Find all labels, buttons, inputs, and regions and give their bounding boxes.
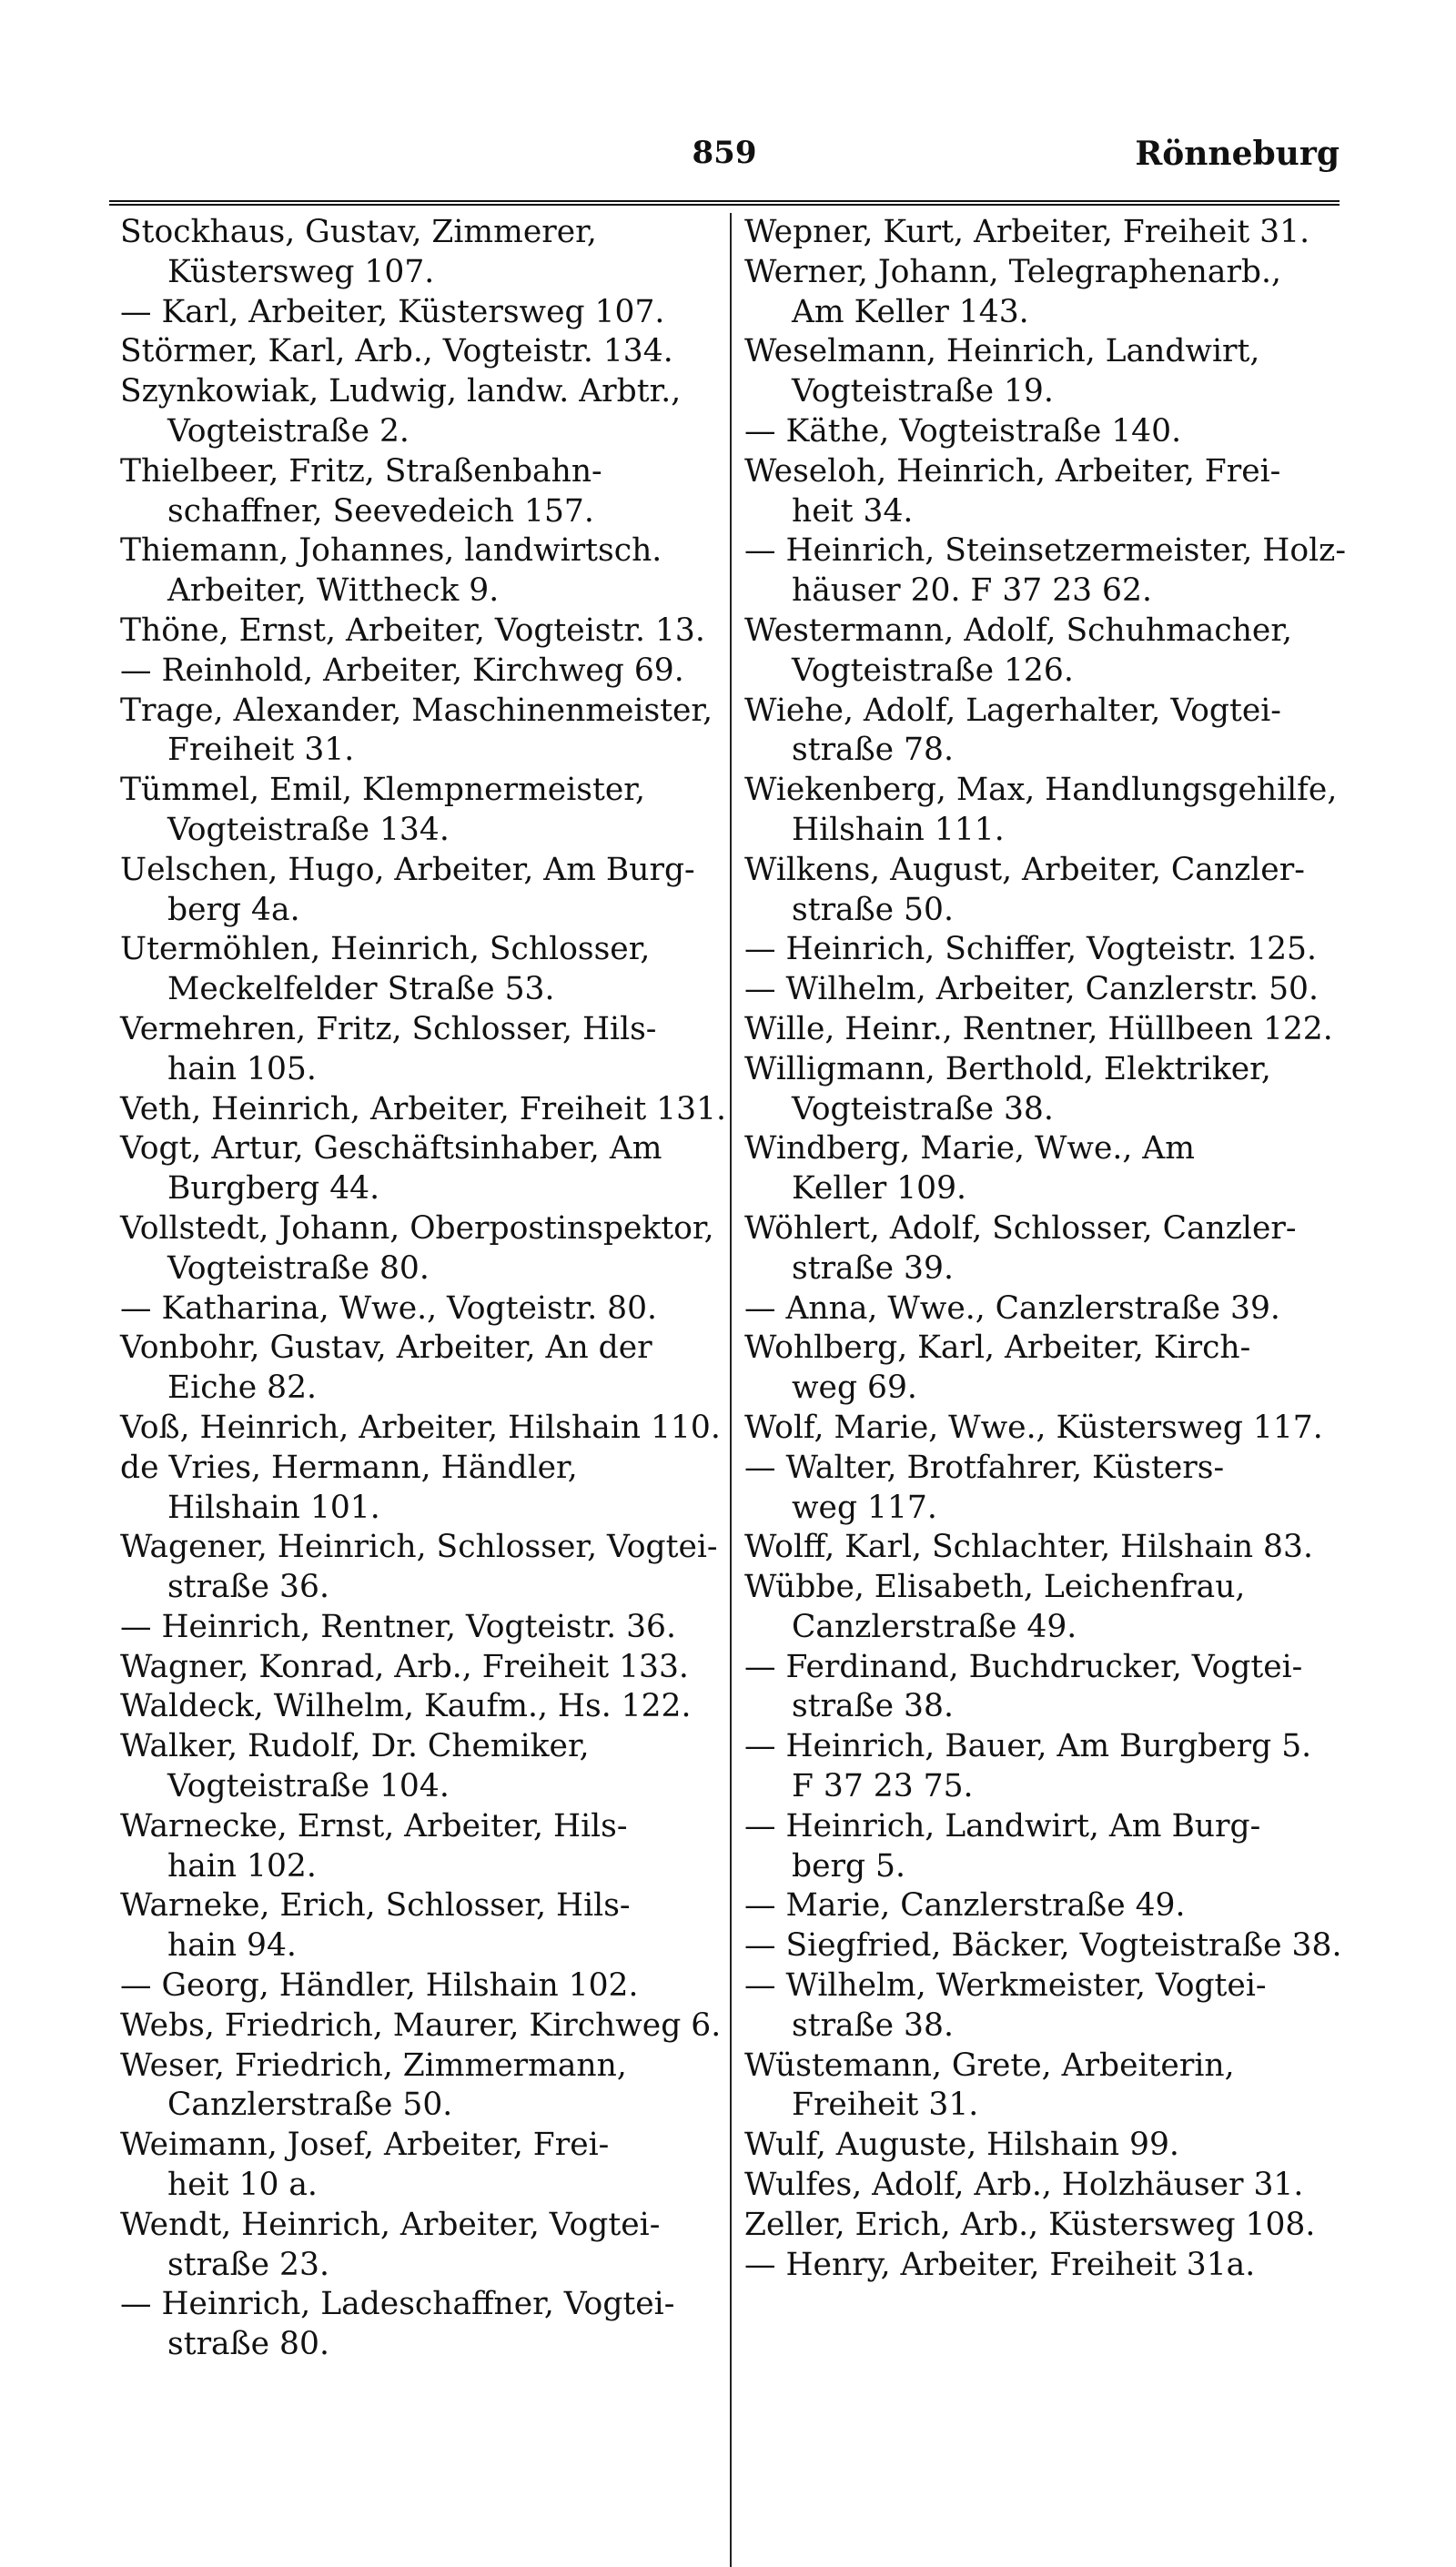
entry-continuation-line: Vogteistraße 80. bbox=[167, 1249, 430, 1287]
entry-line: Weselmann, Heinrich, Landwirt, bbox=[744, 333, 1260, 370]
entry-line: Wilkens, August, Arbeiter, Canzler- bbox=[744, 851, 1305, 888]
entry-line: Westermann, Adolf, Schuhmacher, bbox=[744, 611, 1292, 649]
entry-continuation-line: Freiheit 31. bbox=[167, 732, 355, 769]
entry-continuation-line: weg 117. bbox=[792, 1489, 937, 1526]
entry-continuation-line: Keller 109. bbox=[792, 1170, 967, 1208]
entry-line: Weser, Friedrich, Zimmermann, bbox=[120, 2047, 627, 2084]
entry-continuation-line: Burgberg 44. bbox=[167, 1170, 380, 1208]
entry-line: Stockhaus, Gustav, Zimmerer, bbox=[120, 214, 597, 250]
entry-line: Wiehe, Adolf, Lagerhalter, Vogtei- bbox=[744, 692, 1281, 729]
entry-line: — Walter, Brotfahrer, Küsters- bbox=[744, 1449, 1225, 1486]
entry-line: Willigmann, Berthold, Elektriker, bbox=[744, 1050, 1271, 1087]
entry-continuation-line: Canzlerstraße 49. bbox=[792, 1608, 1077, 1645]
entry-line: Warneke, Erich, Schlosser, Hils- bbox=[120, 1887, 631, 1925]
entry-line: Webs, Friedrich, Maurer, Kirchweg 6. bbox=[120, 2006, 722, 2044]
entry-continuation-line: hain 102. bbox=[167, 1847, 317, 1885]
entry-line: — Heinrich, Landwirt, Am Burg- bbox=[744, 1807, 1261, 1844]
entry-line: — Wilhelm, Werkmeister, Vogtei- bbox=[744, 1967, 1267, 2005]
entry-line: Störmer, Karl, Arb., Vogteistr. 134. bbox=[120, 333, 673, 370]
entry-line: Trage, Alexander, Maschinenmeister, bbox=[120, 692, 713, 729]
running-head: Rönneburg bbox=[1135, 135, 1340, 173]
entry-line: Zeller, Erich, Arb., Küstersweg 108. bbox=[744, 2206, 1316, 2243]
entry-continuation-line: Vogteistraße 2. bbox=[167, 412, 410, 450]
entry-line: Walker, Rudolf, Dr. Chemiker, bbox=[120, 1728, 590, 1765]
entry-line: — Katharina, Wwe., Vogteistr. 80. bbox=[120, 1289, 658, 1327]
entry-continuation-line: Vogteistraße 104. bbox=[167, 1768, 450, 1805]
entry-line: Vogt, Artur, Geschäftsinhaber, Am bbox=[120, 1130, 662, 1167]
entry-continuation-line: Vogteistraße 126. bbox=[792, 652, 1074, 689]
entry-continuation-line: Vogteistraße 134. bbox=[167, 811, 450, 848]
entry-continuation-line: straße 50. bbox=[792, 891, 954, 928]
entry-line: Werner, Johann, Telegraphenarb., bbox=[744, 253, 1281, 290]
entry-line: Wulf, Auguste, Hilshain 99. bbox=[744, 2127, 1179, 2164]
entry-line: Uelschen, Hugo, Arbeiter, Am Burg- bbox=[120, 851, 695, 888]
entry-line: — Heinrich, Steinsetzermeister, Holz- bbox=[744, 532, 1346, 570]
entry-continuation-line: Vogteistraße 19. bbox=[792, 373, 1054, 410]
entry-continuation-line: weg 69. bbox=[792, 1369, 917, 1407]
entry-line: Thielbeer, Fritz, Straßenbahn- bbox=[120, 452, 602, 490]
entry-continuation-line: Canzlerstraße 50. bbox=[167, 2087, 453, 2124]
entry-line: Weimann, Josef, Arbeiter, Frei- bbox=[120, 2127, 610, 2164]
entry-line: Vonbohr, Gustav, Arbeiter, An der bbox=[120, 1329, 652, 1367]
entry-line: — Heinrich, Schiffer, Vogteistr. 125. bbox=[744, 931, 1317, 968]
left-column bbox=[120, 213, 726, 2365]
entry-line: Thöne, Ernst, Arbeiter, Vogteistr. 13. bbox=[120, 611, 705, 649]
entry-line: — Marie, Canzlerstraße 49. bbox=[744, 1887, 1186, 1925]
entry-line: Wagner, Konrad, Arb., Freiheit 133. bbox=[120, 1648, 689, 1685]
entry-line: Vollstedt, Johann, Oberpostinspektor, bbox=[120, 1209, 714, 1247]
entry-line: — Ferdinand, Buchdrucker, Vogtei- bbox=[744, 1648, 1303, 1685]
entry-continuation-line: hain 94. bbox=[167, 1927, 297, 1965]
entry-line: Wendt, Heinrich, Arbeiter, Vogtei- bbox=[120, 2206, 661, 2243]
entry-line: Weseloh, Heinrich, Arbeiter, Frei- bbox=[744, 452, 1281, 490]
entry-continuation-line: Meckelfelder Straße 53. bbox=[167, 971, 555, 1008]
entry-line: Veth, Heinrich, Arbeiter, Freiheit 131. bbox=[120, 1090, 726, 1127]
entry-line: Wille, Heinr., Rentner, Hüllbeen 122. bbox=[744, 1010, 1333, 1047]
entry-line: Waldeck, Wilhelm, Kaufm., Hs. 122. bbox=[120, 1688, 692, 1725]
entry-line: Wolff, Karl, Schlachter, Hilshain 83. bbox=[744, 1529, 1313, 1566]
column-divider bbox=[730, 213, 732, 2567]
entry-line: Wiekenberg, Max, Handlungsgehilfe, bbox=[744, 772, 1338, 809]
entry-line: Windberg, Marie, Wwe., Am bbox=[744, 1130, 1195, 1167]
page-header bbox=[109, 135, 1340, 189]
entry-continuation-line: straße 78. bbox=[792, 732, 954, 769]
entry-continuation-line: Küstersweg 107. bbox=[167, 253, 435, 290]
entry-continuation-line: Vogteistraße 38. bbox=[792, 1090, 1054, 1127]
entry-continuation-line: hain 105. bbox=[167, 1050, 317, 1087]
entry-line: Utermöhlen, Heinrich, Schlosser, bbox=[120, 931, 651, 968]
entry-line: Tümmel, Emil, Klempnermeister, bbox=[120, 772, 645, 809]
entry-line: Wohlberg, Karl, Arbeiter, Kirch- bbox=[744, 1329, 1251, 1367]
entry-continuation-line: Hilshain 101. bbox=[167, 1489, 380, 1526]
entry-line: — Georg, Händler, Hilshain 102. bbox=[120, 1967, 639, 2005]
entry-continuation-line: straße 38. bbox=[792, 1688, 954, 1725]
entry-line: Wulfes, Adolf, Arb., Holzhäuser 31. bbox=[744, 2167, 1304, 2204]
page-number: 859 bbox=[692, 135, 757, 171]
entry-line: — Käthe, Vogteistraße 140. bbox=[744, 412, 1182, 450]
entry-line: Wepner, Kurt, Arbeiter, Freiheit 31. bbox=[744, 214, 1310, 250]
entry-continuation-line: Arbeiter, Wittheck 9. bbox=[167, 572, 500, 610]
entry-line: — Reinhold, Arbeiter, Kirchweg 69. bbox=[120, 652, 684, 689]
entry-line: — Siegfried, Bäcker, Vogteistraße 38. bbox=[744, 1927, 1342, 1965]
entry-continuation-line: berg 4a. bbox=[167, 891, 300, 928]
entry-continuation-line: Freiheit 31. bbox=[792, 2087, 979, 2124]
entry-line: — Karl, Arbeiter, Küstersweg 107. bbox=[120, 293, 665, 330]
entry-continuation-line: F 37 23 75. bbox=[792, 1768, 974, 1805]
entry-line: — Wilhelm, Arbeiter, Canzlerstr. 50. bbox=[744, 971, 1319, 1008]
entry-line: — Heinrich, Bauer, Am Burgberg 5. bbox=[744, 1728, 1312, 1765]
entry-continuation-line: häuser 20. F 37 23 62. bbox=[792, 572, 1152, 610]
entry-continuation-line: straße 38. bbox=[792, 2006, 954, 2044]
right-column bbox=[744, 213, 1345, 2285]
entry-line: — Heinrich, Rentner, Vogteistr. 36. bbox=[120, 1608, 676, 1645]
entry-continuation-line: straße 23. bbox=[167, 2246, 329, 2283]
entry-continuation-line: berg 5. bbox=[792, 1847, 905, 1885]
entry-line: Voß, Heinrich, Arbeiter, Hilshain 110. bbox=[120, 1409, 721, 1446]
entry-line: Szynkowiak, Ludwig, landw. Arbtr., bbox=[120, 373, 682, 410]
entry-line: Wagener, Heinrich, Schlosser, Vogtei- bbox=[120, 1529, 718, 1566]
entry-line: Warnecke, Ernst, Arbeiter, Hils- bbox=[120, 1807, 628, 1844]
entry-continuation-line: straße 80. bbox=[167, 2326, 329, 2363]
entry-line: Wolf, Marie, Wwe., Küstersweg 117. bbox=[744, 1409, 1323, 1446]
entry-line: Vermehren, Fritz, Schlosser, Hils- bbox=[120, 1010, 657, 1047]
entry-line: Wübbe, Elisabeth, Leichenfrau, bbox=[744, 1569, 1246, 1606]
entry-line: Wöhlert, Adolf, Schlosser, Canzler- bbox=[744, 1209, 1297, 1247]
entry-line: de Vries, Hermann, Händler, bbox=[120, 1449, 578, 1486]
entry-line: Thiemann, Johannes, landwirtsch. bbox=[120, 532, 662, 570]
entry-continuation-line: Eiche 82. bbox=[167, 1369, 318, 1407]
entry-continuation-line: schaffner, Seevedeich 157. bbox=[167, 492, 594, 530]
entry-continuation-line: straße 39. bbox=[792, 1249, 954, 1287]
entry-line: Wüstemann, Grete, Arbeiterin, bbox=[744, 2047, 1235, 2084]
entry-continuation-line: Am Keller 143. bbox=[792, 293, 1029, 330]
entry-continuation-line: straße 36. bbox=[167, 1569, 329, 1606]
entry-continuation-line: heit 10 a. bbox=[167, 2167, 318, 2204]
entry-line: — Heinrich, Ladeschaffner, Vogtei- bbox=[120, 2286, 675, 2323]
entry-continuation-line: Hilshain 111. bbox=[792, 811, 1005, 848]
entry-line: — Henry, Arbeiter, Freiheit 31a. bbox=[744, 2246, 1256, 2283]
entry-continuation-line: heit 34. bbox=[792, 492, 914, 530]
entry-line: — Anna, Wwe., Canzlerstraße 39. bbox=[744, 1289, 1280, 1327]
header-rule bbox=[109, 200, 1340, 206]
